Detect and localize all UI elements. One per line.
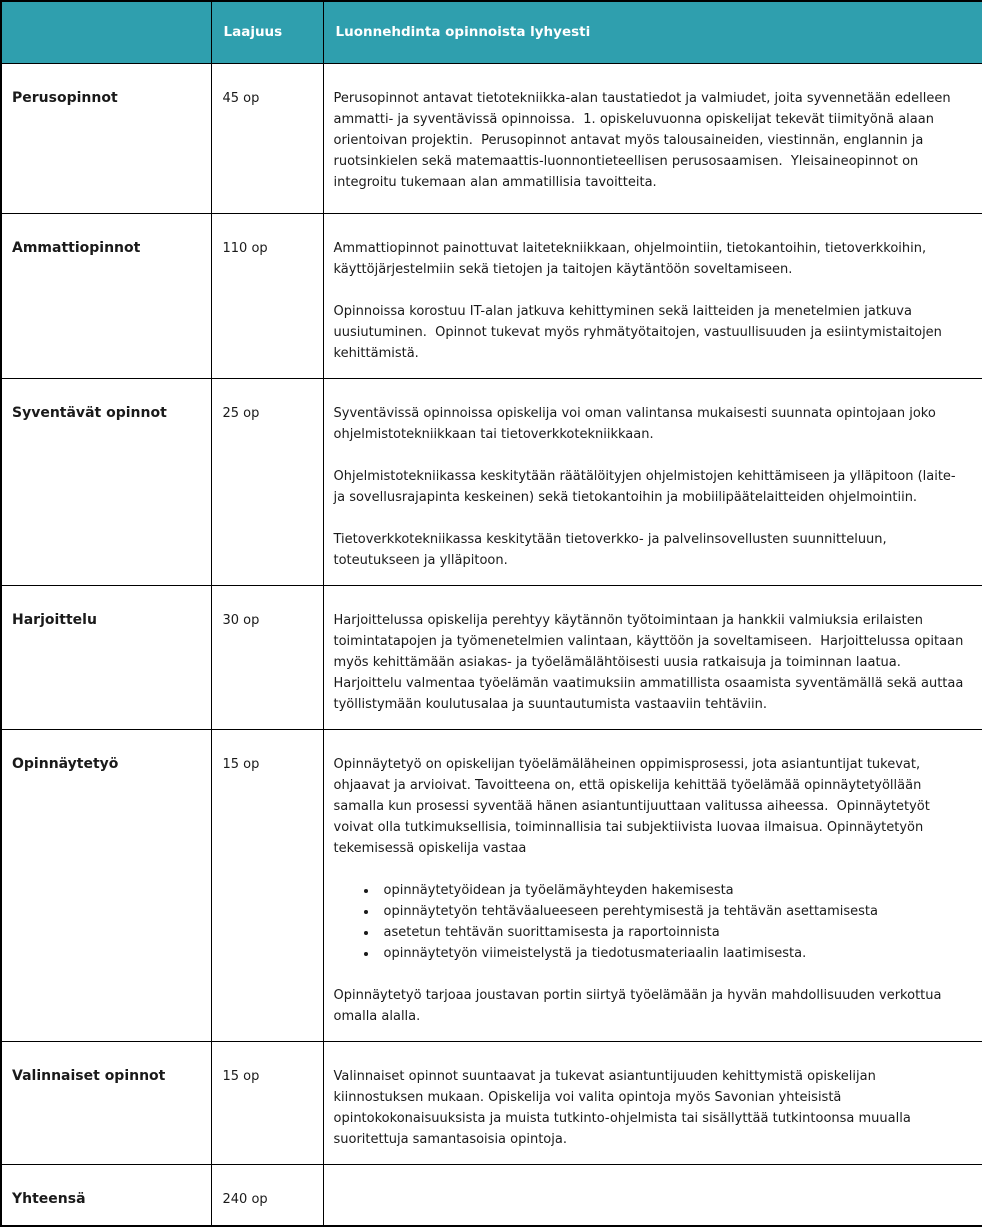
description-paragraph: Ohjelmistotekniikassa keskitytään räätälöityjen ohjelmistojen kehittämiseen ja ylläpitoon (laite- ja sovellusrajapinta keskeinen) sekä tietokantoihin ja mobiilipäätelaitteiden ohjelmointiin. — [333, 468, 960, 505]
header-row — [1, 1, 982, 63]
table-row — [1, 1164, 982, 1226]
row-extent: 30 op — [211, 585, 323, 729]
row-description — [323, 585, 982, 729]
header-cell-category — [1, 1, 211, 63]
description-paragraph: Valinnaiset opinnot suuntaavat ja tukevat asiantuntijuuden kehittymistä opiskelijan kiinnostuksen mukaan. Opiskelija voi valita opintoja myös Savonian yhteisistä opintokokonaisuuksista ja muista tutkinto-ohjelmista tai sisällyttää tutkintoonsa muualla suoritettuja samantasoisia opintoja. — [333, 1068, 915, 1147]
description-paragraph: Opinnoissa korostuu IT-alan jatkuva kehittyminen sekä laitteiden ja menetelmien jatkuva uusiutuminen. Opinnot tukevat myös ryhmätyötaitojen, vastuullisuuden ja esiintymistaitojen kehittämistä. — [333, 303, 947, 361]
row-title: Opinnäytetyö — [1, 729, 211, 1041]
table-row — [1, 1041, 982, 1164]
row-description — [323, 1164, 982, 1226]
row-description — [323, 378, 982, 585]
header-cell-description: Luonnehdinta opinnoista lyhyesti — [323, 1, 982, 63]
row-extent: 15 op — [211, 729, 323, 1041]
description-paragraph: Ammattiopinnot painottuvat laitetekniikkaan, ohjelmointiin, tietokantoihin, tietoverkkoihin, käyttöjärjestelmiin sekä tietojen ja taitojen käytäntöön soveltamiseen. — [333, 240, 931, 277]
row-extent: 240 op — [211, 1164, 323, 1226]
table-row — [1, 378, 982, 585]
row-title: Ammattiopinnot — [1, 213, 211, 378]
bullet-item: • opinnäytetyöidean ja työelämäyhteyden hakemisesta — [378, 880, 969, 901]
table-row — [1, 585, 982, 729]
table-body — [1, 63, 982, 1226]
header-cell-extent: Laajuus — [211, 1, 323, 63]
row-title: Syventävät opinnot — [1, 378, 211, 585]
row-extent: 45 op — [211, 63, 323, 213]
row-title: Harjoittelu — [1, 585, 211, 729]
table-row — [1, 729, 982, 1041]
bullet-item: • opinnäytetyön tehtäväalueeseen perehtymisestä ja tehtävän asettamisesta — [378, 901, 969, 922]
row-extent: 15 op — [211, 1041, 323, 1164]
description-paragraph: Harjoittelussa opiskelija perehtyy käytännön työtoimintaan ja hankkii valmiuksia erilaisten toimintatapojen ja työmenetelmien valintaan, käyttöön ja soveltamiseen. Harjoittelussa opitaan myös kehittämään asiakas- ja työelämälähtöisesti uusia ratkaisuja ja toiminnan laatua. Harjoittelu valmentaa työelämän vaatimuksiin ammatillista osaamista syventämällä sekä auttaa työllistymään koulutusalaa ja suuntautumista vastaaviin tehtäviin. — [333, 612, 968, 712]
row-title: Yhteensä — [1, 1164, 211, 1226]
row-description — [323, 1041, 982, 1164]
description-paragraph: Opinnäytetyö on opiskelijan työelämäläheinen oppimisprosessi, jota asiantuntijat tukevat, ohjaavat ja arvioivat. Tavoitteena on, että opiskelija kehittää työelämää opinnäytetyöllään samalla kun prosessi syventää hänen asiantuntijuuttaan valitussa aiheessa. Opinnäytetyöt voivat olla tutkimuksellisia, toiminnallisia tai subjektiivista luovaa ilmaisua. Opinnäytetyön tekemisessä opiskelija vastaa — [333, 756, 934, 856]
bullet-item: • opinnäytetyön viimeistelystä ja tiedotusmateriaalin laatimisesta. — [378, 943, 969, 964]
row-description — [323, 729, 982, 1041]
description-bullet-list — [334, 880, 969, 964]
row-title: Valinnaiset opinnot — [1, 1041, 211, 1164]
table-row — [1, 213, 982, 378]
bullet-item: • asetetun tehtävän suorittamisesta ja raportoinnista — [378, 922, 969, 943]
description-paragraph: Opinnäytetyö tarjoaa joustavan portin siirtyä työelämään ja hyvän mahdollisuuden verkottua omalla alalla. — [333, 987, 946, 1024]
description-paragraph: Perusopinnot antavat tietotekniikka-alan taustatiedot ja valmiudet, joita syvennetään edelleen ammatti- ja syventävissä opinnoissa. 1. opiskeluvuonna opiskelijat tekevät tiimityönä alaan orientoivan projektin. Perusopinnot antavat myös talousaineiden, viestinnän, englannin ja ruotsinkielen sekä matemaattis-luonnontieteellisen perusosaamisen. Yleisaineopinnot on integroitu tukemaan alan ammatillisia tavoitteita. — [333, 90, 955, 190]
description-paragraph: Tietoverkkotekniikassa keskitytään tietoverkko- ja palvelinsovellusten suunnitteluun, toteutukseen ja ylläpitoon. — [333, 531, 891, 568]
row-description — [323, 63, 982, 213]
row-description — [323, 213, 982, 378]
row-title: Perusopinnot — [1, 63, 211, 213]
description-paragraph: Syventävissä opinnoissa opiskelija voi oman valintansa mukaisesti suunnata opintojaan joko ohjelmistotekniikkaan tai tietoverkkotekniikkaan. — [333, 405, 940, 442]
row-extent: 110 op — [211, 213, 323, 378]
row-extent: 25 op — [211, 378, 323, 585]
table-row — [1, 63, 982, 213]
